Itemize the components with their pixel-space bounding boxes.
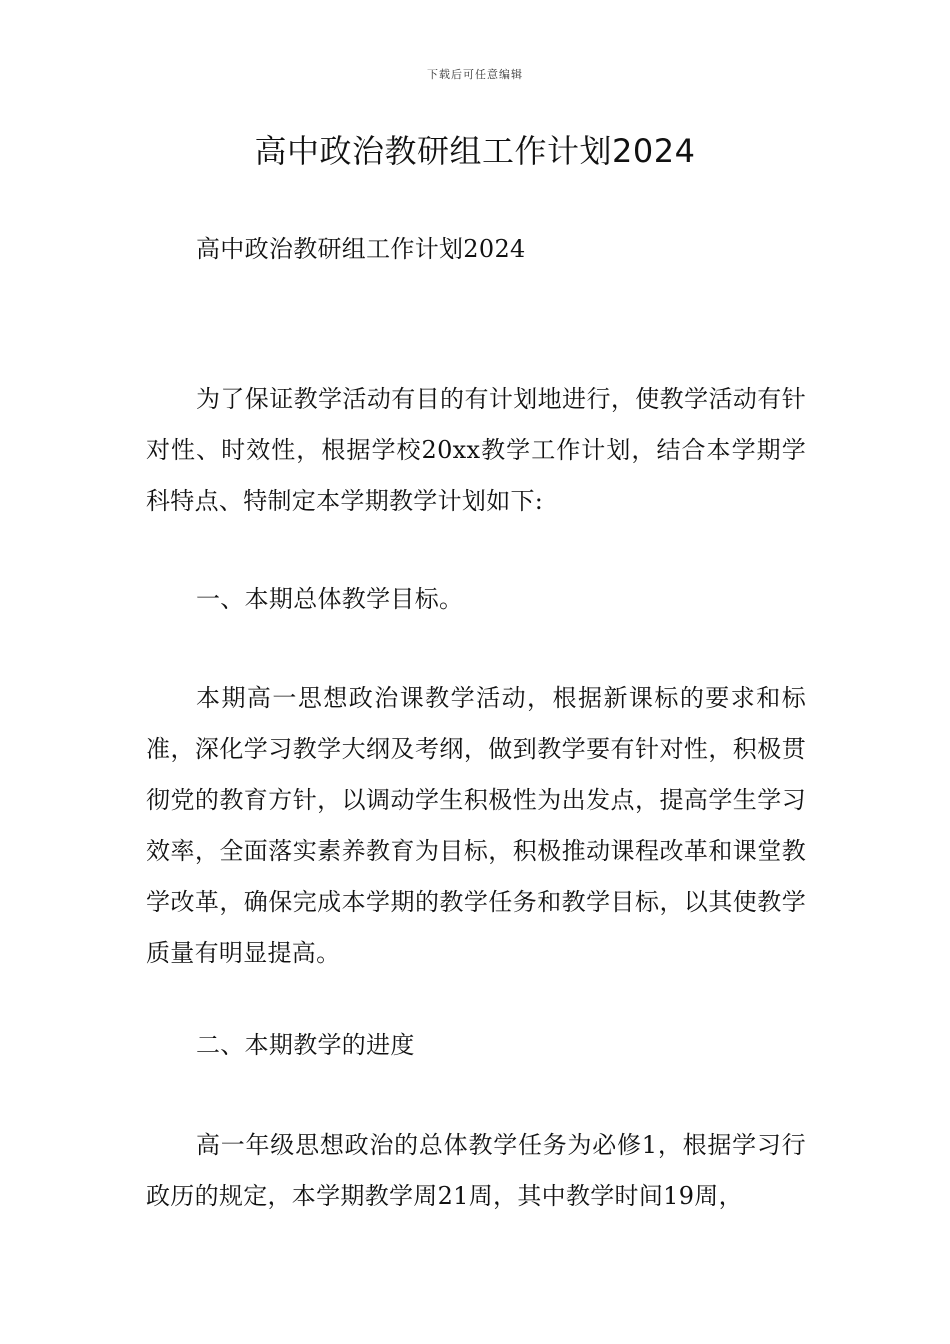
- section-heading-2: 二、本期教学的进度: [196, 1031, 415, 1059]
- document-title: 高中政治教研组工作计划2024: [254, 132, 696, 170]
- header-note: 下载后可任意编辑: [427, 68, 523, 81]
- section-heading-1: 一、本期总体教学目标。: [196, 585, 464, 613]
- intro-paragraph: 为了保证教学活动有目的有计划地进行，使教学活动有针对性、时效性，根据学校20xx教学工作计划，结合本学期学科特点、特制定本学期教学计划如下:: [146, 385, 806, 515]
- subtitle-paragraph: 高中政治教研组工作计划2024: [196, 235, 526, 263]
- section-1-paragraph: 本期高一思想政治课教学活动，根据新课标的要求和标准，深化学习教学大纲及考纲，做到教学要有针对性，积极贯彻党的教育方针，以调动学生积极性为出发点，提高学生学习效率，全面落实素养教育为目标，积极推动课程改革和课堂教学改革，确保完成本学期的教学任务和教学目标，以其使教学质量有明显提高。: [146, 684, 806, 967]
- section-2-paragraph: 高一年级思想政治的总体教学任务为必修1，根据学习行政历的规定，本学期教学周21周，其中教学时间19周，: [146, 1131, 806, 1210]
